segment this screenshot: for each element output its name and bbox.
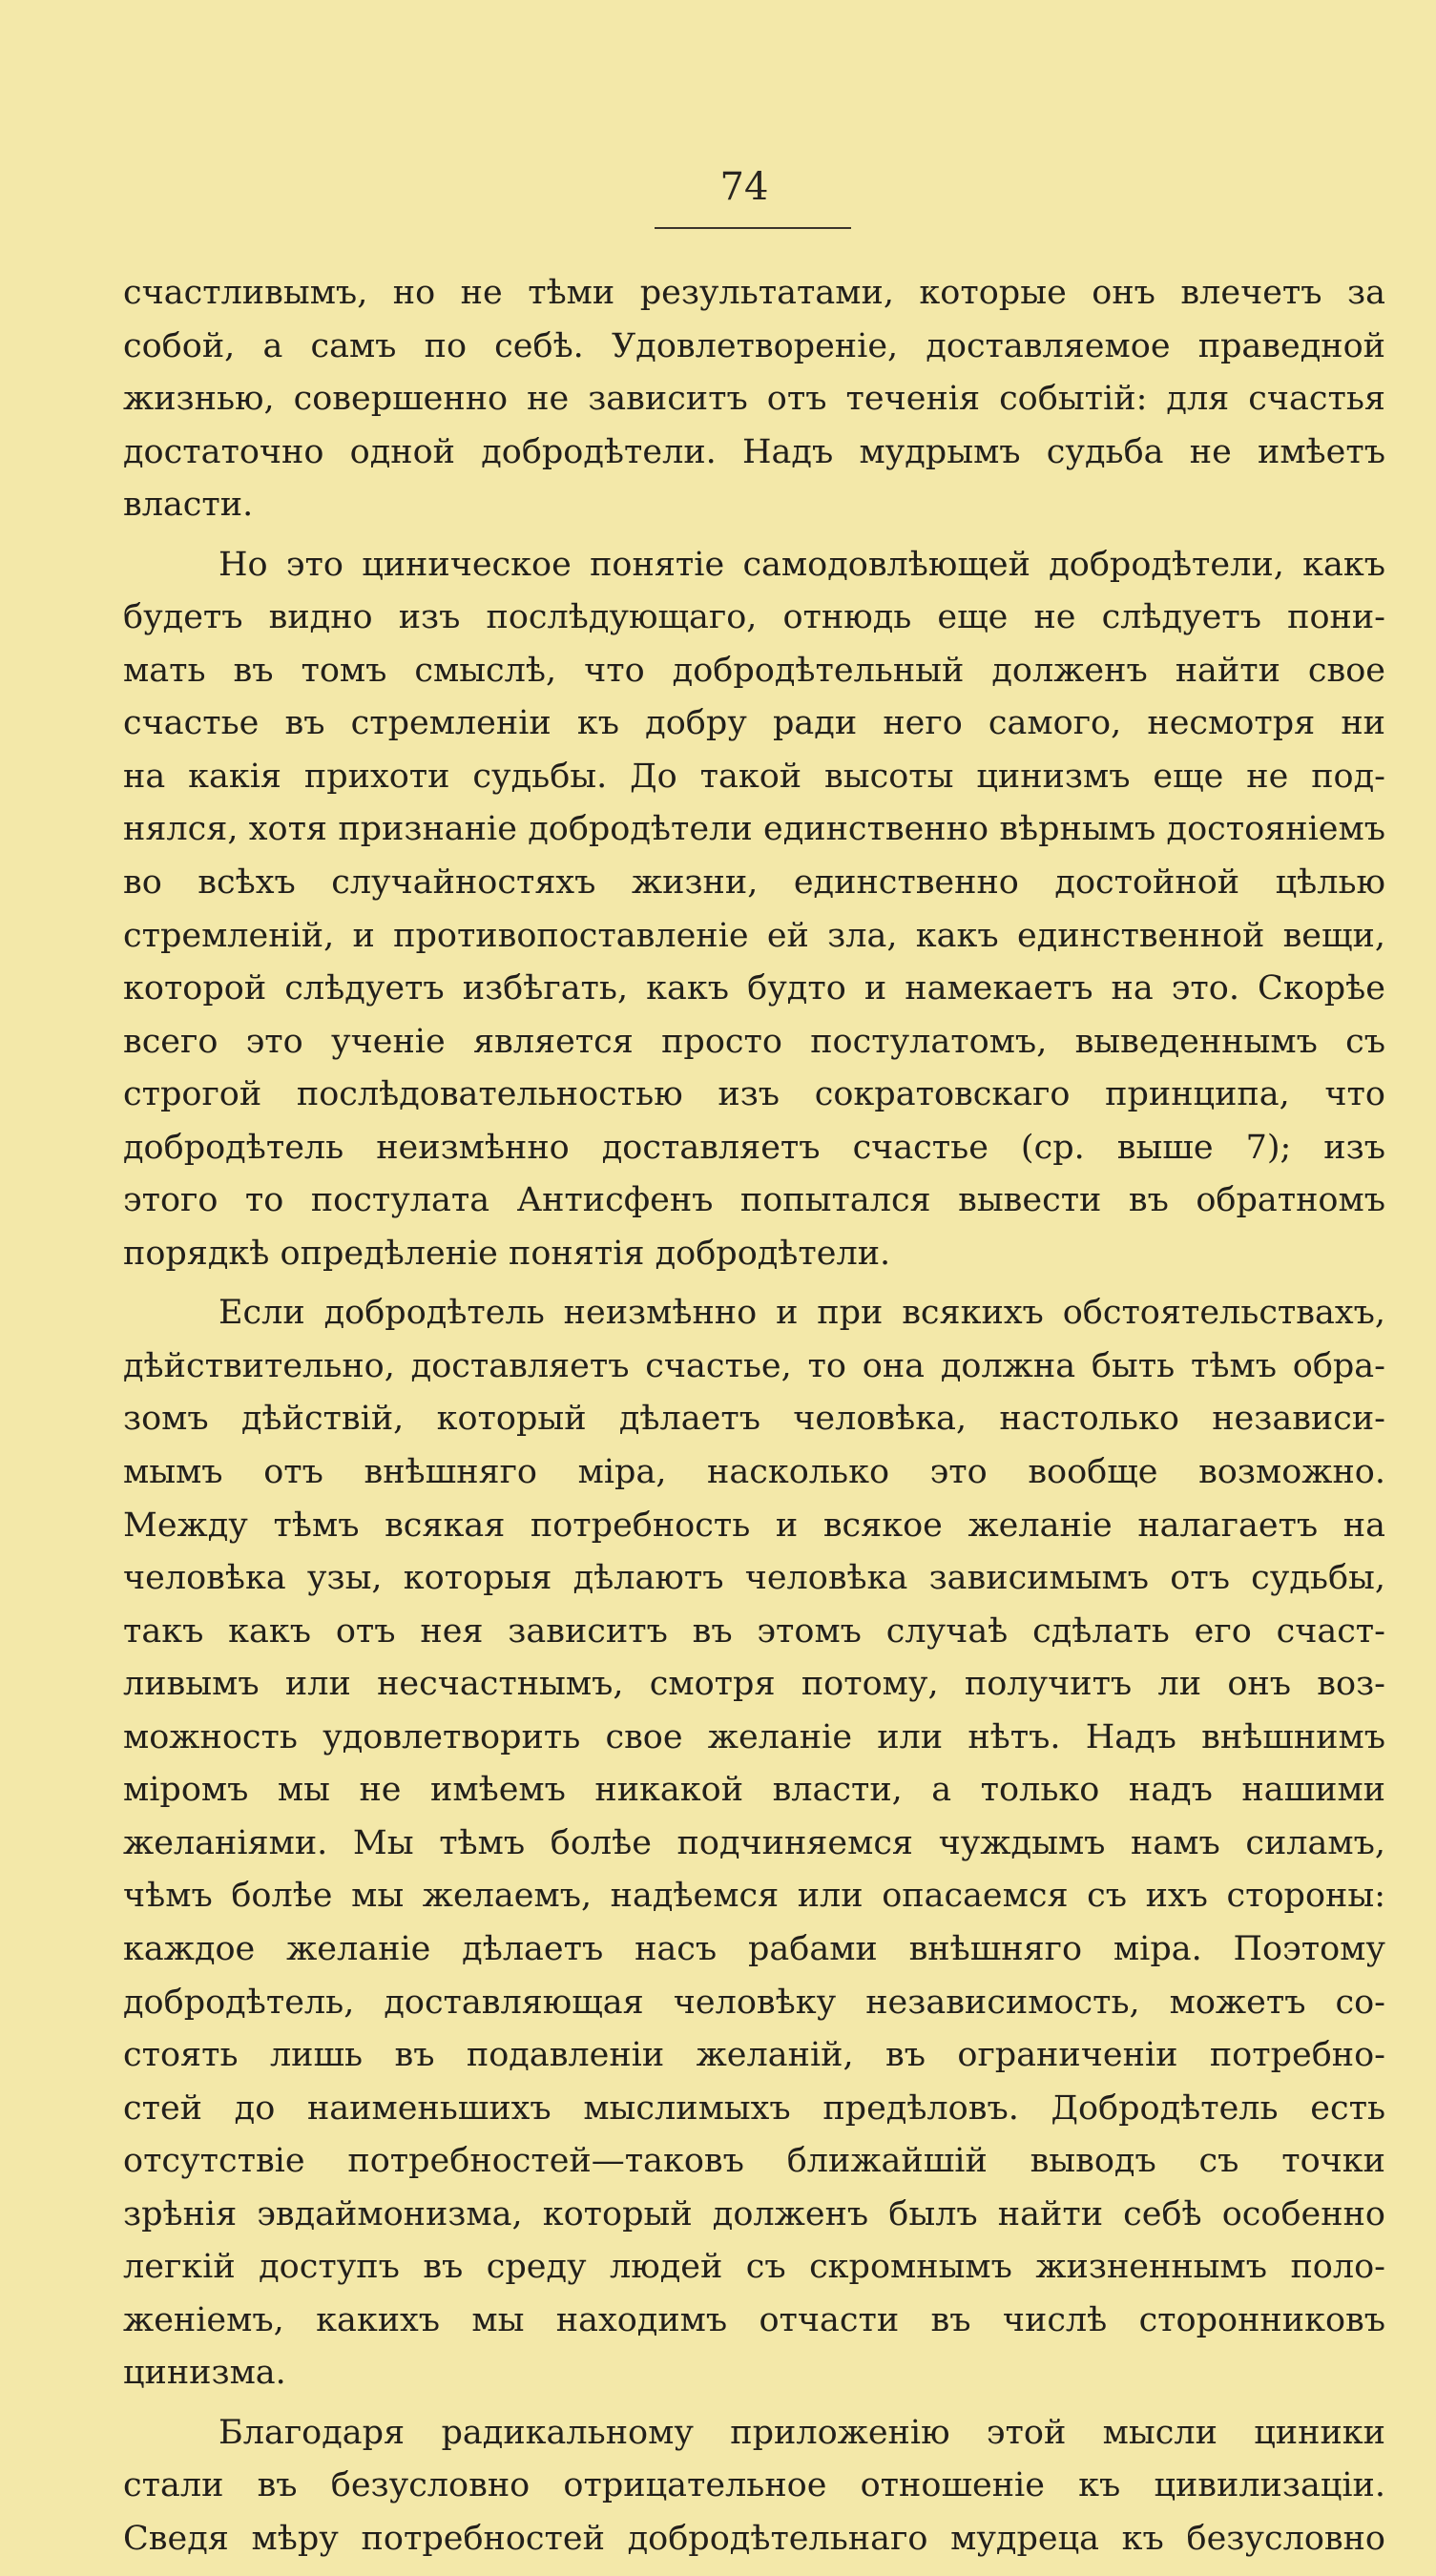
text-line: легкій доступъ въ среду людей съ скромнымъ жизненнымъ поло- xyxy=(123,2248,1385,2287)
text-line: зрѣнія эвдаймонизма, который долженъ былъ найти себѣ особенно xyxy=(123,2194,1385,2233)
text-line: Но это циническое понятіе самодовлѣющей добродѣтели, какъ xyxy=(219,545,1385,584)
body-text xyxy=(123,267,1385,2573)
text-line: счастливымъ, но не тѣми результатами, которые онъ влечетъ за xyxy=(123,274,1385,312)
text-line: ливымъ или несчастнымъ, смотря потому, получитъ ли онъ воз- xyxy=(123,1665,1385,1704)
text-line: женіемъ, какихъ мы находимъ отчасти въ числѣ сторонниковъ xyxy=(123,2300,1385,2339)
text-line: власти. xyxy=(123,486,254,525)
text-line: цинизма. xyxy=(123,2354,286,2393)
text-line: каждое желаніе дѣлаетъ насъ рабами внѣшняго міра. Поэтому xyxy=(123,1929,1385,1968)
text-line: отсутствіе потребностей—таковъ ближайшій выводъ съ точки xyxy=(123,2142,1385,2181)
text-line: зомъ дѣйствій, который дѣлаетъ человѣка, настолько независи- xyxy=(123,1400,1385,1439)
paragraph xyxy=(123,267,1385,532)
text-line: человѣка узы, которыя дѣлаютъ человѣка зависимымъ отъ судьбы, xyxy=(123,1559,1385,1598)
text-line: желаніями. Мы тѣмъ болѣе подчиняемся чуждымъ намъ силамъ, xyxy=(123,1823,1385,1862)
text-line: будетъ видно изъ послѣдующаго, отнюдь еще не слѣдуетъ пони- xyxy=(123,598,1385,637)
text-line: этого то постулата Антисфенъ попытался вывести въ обратномъ xyxy=(123,1181,1385,1220)
text-line: можность удовлетворить свое желаніе или нѣтъ. Надъ внѣшнимъ xyxy=(123,1717,1385,1756)
text-line: стремленій, и противопоставленіе ей зла, какъ единственной вещи, xyxy=(123,916,1385,955)
text-line: мымъ отъ внѣшняго міра, насколько это вообще возможно. xyxy=(123,1453,1385,1492)
text-line: собой, а самъ по себѣ. Удовлетвореніе, доставляемое праведной xyxy=(123,326,1385,365)
page-number: 74 xyxy=(719,165,769,209)
text-line: дѣйствительно, доставляетъ счастье, то она должна быть тѣмъ обра- xyxy=(123,1346,1385,1385)
paragraph xyxy=(123,1287,1385,2399)
text-line: порядкѣ опредѣленіе понятія добродѣтели. xyxy=(123,1234,891,1273)
text-line: строгой послѣдовательностью изъ сократовскаго принципа, что xyxy=(123,1075,1385,1114)
text-line: міромъ мы не имѣемъ никакой власти, а только надъ нашими xyxy=(123,1771,1385,1810)
paragraph xyxy=(123,539,1385,1281)
text-line: чѣмъ болѣе мы желаемъ, надѣемся или опасаемся съ ихъ стороны: xyxy=(123,1877,1385,1916)
text-line: Если добродѣтель неизмѣнно и при всякихъ обстоятельствахъ, xyxy=(219,1294,1385,1333)
text-line: добродѣтель, доставляющая человѣку независимость, можетъ со- xyxy=(123,1983,1385,2022)
text-line: стоять лишь въ подавленіи желаній, въ ограниченіи потребно- xyxy=(123,2036,1385,2075)
text-line: такъ какъ отъ нея зависитъ въ этомъ случаѣ сдѣлать его счаст- xyxy=(123,1611,1385,1651)
page-number-rule xyxy=(655,227,851,229)
text-line: добродѣтель неизмѣнно доставляетъ счастье (ср. выше 7); изъ xyxy=(123,1128,1385,1167)
text-line: нялся, хотя признаніе добродѣтели единственно вѣрнымъ достояніемъ xyxy=(123,810,1385,849)
text-line: стали въ безусловно отрицательное отношеніе къ цивилизаціи. xyxy=(123,2466,1385,2505)
text-line: жизнью, совершенно не зависитъ отъ теченія событій: для счастья xyxy=(123,380,1385,419)
text-line: Между тѣмъ всякая потребность и всякое желаніе налагаетъ на xyxy=(123,1506,1385,1545)
text-line: Сведя мѣру потребностей добродѣтельнаго мудреца къ безусловно xyxy=(123,2519,1385,2558)
text-line: мать въ томъ смыслѣ, что добродѣтельный долженъ найти свое xyxy=(123,651,1385,690)
text-line: достаточно одной добродѣтели. Надъ мудрымъ судьба не имѣетъ xyxy=(123,432,1385,471)
text-line: стей до наименьшихъ мыслимыхъ предѣловъ. Добродѣтель есть xyxy=(123,2088,1385,2128)
text-line: счастье въ стремленіи къ добру ради него самого, несмотря ни xyxy=(123,704,1385,743)
text-line: на какія прихоти судьбы. До такой высоты цинизмъ еще не под- xyxy=(123,757,1385,796)
text-line: Благодаря радикальному приложенію этой мысли циники xyxy=(219,2413,1385,2452)
text-line: во всѣхъ случайностяхъ жизни, единственно достойной цѣлью xyxy=(123,863,1385,903)
text-line: всего это ученіе является просто постулатомъ, выведеннымъ съ xyxy=(123,1022,1385,1061)
paragraph xyxy=(123,2407,1385,2566)
text-line: которой слѣдуетъ избѣгать, какъ будто и намекаетъ на это. Скорѣе xyxy=(123,969,1385,1008)
